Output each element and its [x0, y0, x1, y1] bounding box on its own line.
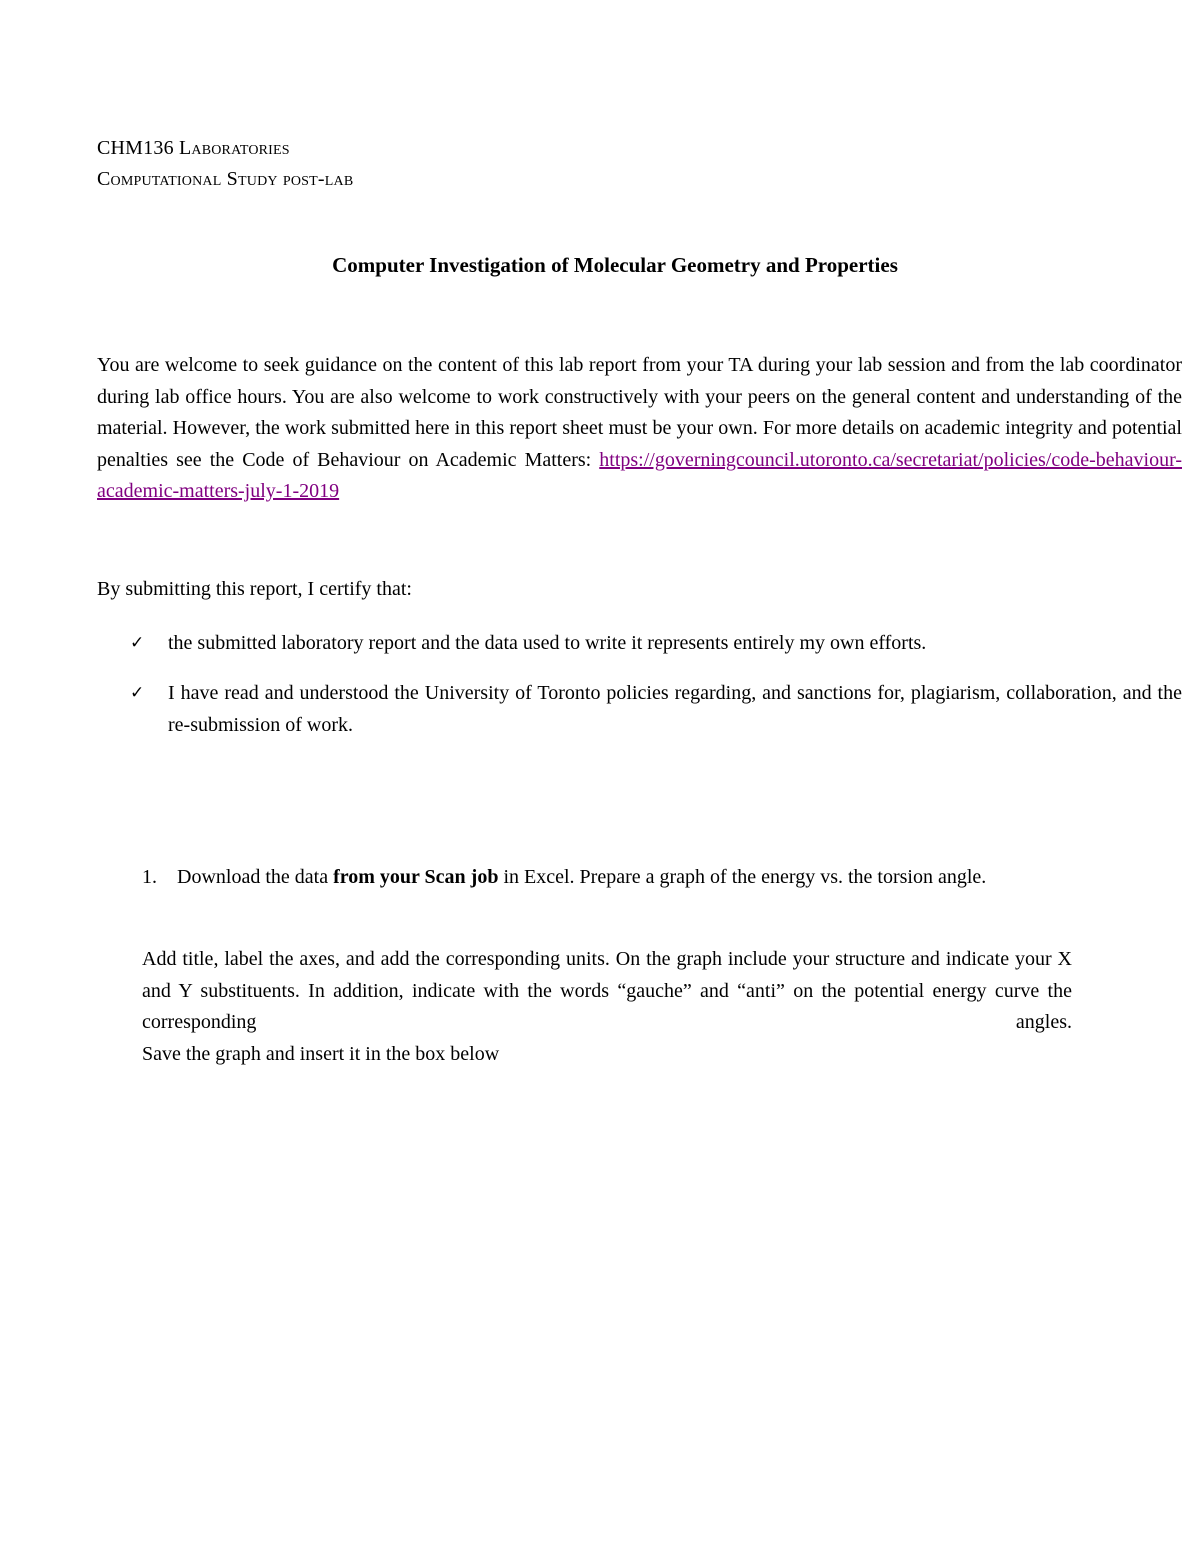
graph-instructions — [142, 944, 1072, 1070]
intro-paragraph — [97, 350, 1182, 508]
question-text-part: in Excel. Prepare a graph of the energy vs. the torsion angle. — [498, 866, 987, 888]
lab-subheader: Computational Study post-lab — [97, 168, 354, 190]
checkmark-icon: ✓ — [130, 633, 145, 653]
certify-item-text: I have read and understood the University of Toronto policies regarding, and sanctions for, plagiarism, collaboration, and the re-submission of work. — [168, 682, 1182, 736]
question-text — [177, 862, 1072, 894]
certify-item — [130, 628, 1182, 660]
question-text-part: Download the data — [177, 866, 334, 888]
checkmark-icon: ✓ — [130, 683, 145, 703]
question-number: 1. — [142, 866, 157, 888]
certify-item-text: the submitted laboratory report and the data used to write it represents entirely my own efforts. — [168, 632, 927, 654]
question-1 — [142, 862, 1072, 894]
document-title: Computer Investigation of Molecular Geometry and Properties — [332, 253, 898, 277]
instructions-body: Add title, label the axes, and add the corresponding units. On the graph include your structure and indicate your X and Y substituents. In addition, indicate with the words “gauche” and “anti” on the potential energy curve the corresponding angles. — [142, 948, 1072, 1033]
instructions-last-line: Save the graph and insert it in the box below — [142, 1042, 500, 1065]
certify-item — [130, 678, 1182, 741]
intro-text: You are welcome to seek guidance on the content of this lab report from your TA during your lab session and from the lab coordinator during lab office hours. You are also welcome to work constructively with your peers on the general content and understanding of the material. However, the work submitted here in this report sheet must be your own. For more details on academic integrity and potential penalties see the Code of Behaviour on Academic Matters: — [97, 354, 1182, 471]
question-text-bold: from your Scan job — [333, 866, 499, 888]
course-header: CHM136 Laboratories — [97, 137, 290, 159]
code-of-behaviour-link[interactable]: https://governingcouncil.utoronto.ca/secretariat/policies/code-behaviour-academic-matters-july-1-2019 — [97, 448, 1182, 502]
certify-lead: By submitting this report, I certify that: — [97, 578, 412, 600]
